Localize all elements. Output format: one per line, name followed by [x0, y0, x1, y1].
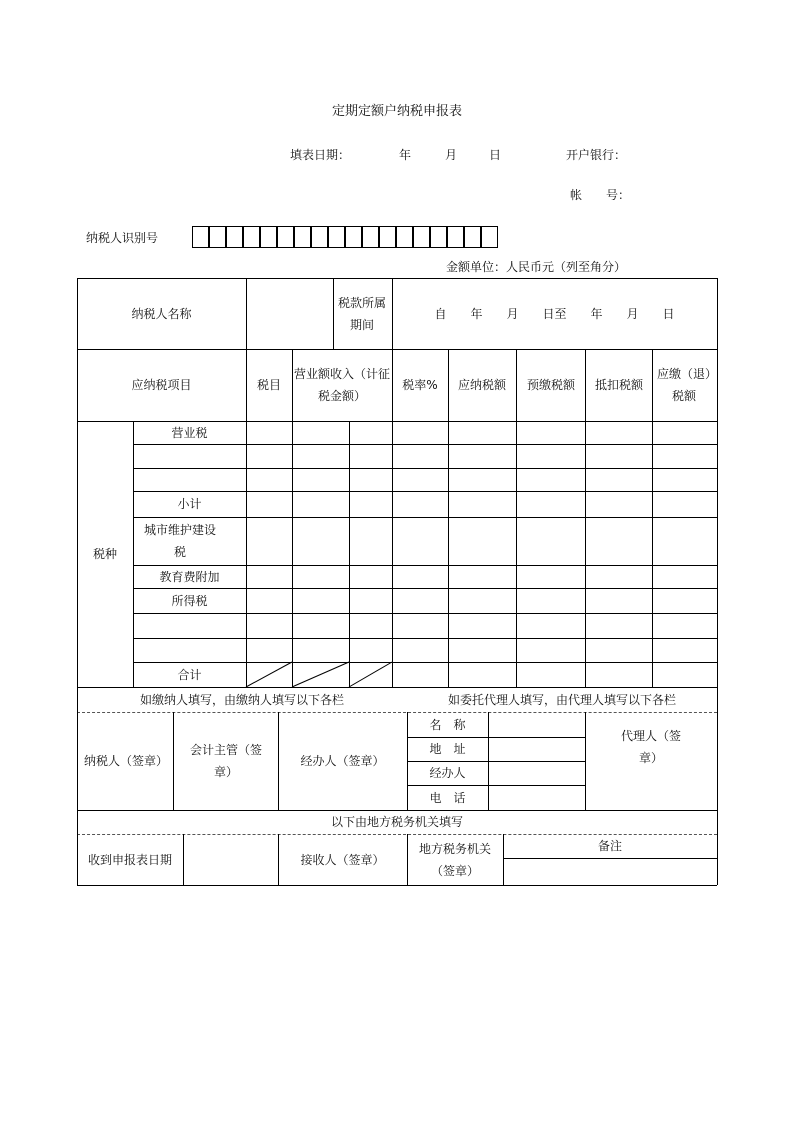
table-line — [516, 349, 517, 687]
col-header-deduct: 抵扣税额 — [594, 378, 643, 392]
table-line — [133, 638, 717, 639]
id-digit-box[interactable] — [209, 226, 226, 248]
form-title: 定期定额户纳税申报表 — [331, 104, 462, 119]
agent-handler-label: 经办人 — [429, 766, 466, 780]
id-digit-box[interactable] — [379, 226, 396, 248]
taxpayer-id-label: 纳税人识别号 — [86, 231, 159, 245]
agent-address-field[interactable] — [488, 737, 585, 761]
taxpayer-name-field[interactable] — [246, 278, 333, 349]
col-header-item: 应纳税项目 — [131, 378, 192, 392]
agent-address-label: 地 址 — [429, 742, 466, 756]
bank-label: 开户银行： — [566, 148, 627, 162]
id-digit-box[interactable] — [311, 226, 328, 248]
col-header-rate: 税率% — [402, 378, 438, 392]
fill-date-label: 填表日期： — [290, 148, 351, 162]
agent-handler-field[interactable] — [488, 761, 585, 785]
section-agent-header: 如委托代理人填写，由代理人填写以下各栏 — [447, 692, 676, 707]
fill-date-day: 日 — [489, 148, 502, 162]
agent-name-label: 名 称 — [429, 717, 466, 732]
account-label: 帐 号： — [570, 188, 631, 202]
table-line — [133, 517, 717, 518]
table-line — [585, 712, 586, 810]
table-border — [77, 885, 717, 886]
remark-label: 备注 — [597, 839, 622, 853]
tax-office-sign[interactable]: 地方税务机关（签章） — [418, 841, 491, 878]
table-border — [717, 278, 718, 885]
fill-date-year: 年 — [399, 148, 412, 162]
table-line — [292, 349, 293, 687]
id-digit-box[interactable] — [192, 226, 209, 248]
tax-period-label: 税款所属期间 — [337, 295, 386, 332]
table-line — [407, 834, 408, 885]
table-line — [133, 468, 717, 469]
id-digit-box[interactable] — [430, 226, 447, 248]
id-digit-box[interactable] — [464, 226, 481, 248]
id-digit-box[interactable] — [277, 226, 294, 248]
taxpayer-name-label: 纳税人名称 — [131, 306, 192, 321]
table-line — [133, 444, 717, 445]
id-digit-box[interactable] — [396, 226, 413, 248]
id-digit-box[interactable] — [413, 226, 430, 248]
section-self-header: 如缴纳人填写，由缴纳人填写以下各栏 — [139, 692, 344, 707]
tax-period-field[interactable]: 自 年 月 日至 年 月 日 — [434, 306, 675, 321]
row-business-tax: 营业税 — [171, 425, 208, 440]
col-header-tax-item: 税目 — [256, 378, 281, 392]
table-line — [173, 712, 174, 810]
col-header-prepaid: 预缴税额 — [526, 378, 575, 392]
taxpayer-sign[interactable]: 纳税人（签章） — [84, 754, 169, 768]
id-digit-box[interactable] — [243, 226, 260, 248]
row-urban-tax: 城市维护建设税 — [143, 523, 216, 559]
diagonal-stroke — [246, 662, 292, 687]
agent-name-field[interactable] — [488, 712, 585, 737]
col-header-payable: 应纳税额 — [458, 378, 507, 392]
id-digit-box[interactable] — [362, 226, 379, 248]
col-header-due: 应缴（退）税额 — [656, 367, 711, 403]
id-digit-box[interactable] — [447, 226, 464, 248]
receiver-sign[interactable]: 接收人（签章） — [300, 852, 385, 867]
id-digit-box[interactable] — [328, 226, 345, 248]
row-education: 教育费附加 — [159, 569, 220, 584]
row-subtotal: 小计 — [177, 497, 202, 511]
table-line — [652, 349, 653, 687]
table-line — [585, 349, 586, 687]
remark-field[interactable] — [503, 858, 717, 885]
row-income-tax: 所得税 — [171, 593, 208, 608]
agent-phone-field[interactable] — [488, 785, 585, 810]
agent-sign[interactable]: 代理人（签章） — [620, 729, 681, 765]
id-digit-box[interactable] — [260, 226, 277, 248]
row-total: 合计 — [177, 667, 202, 682]
table-line — [133, 421, 134, 687]
id-digit-box[interactable] — [294, 226, 311, 248]
table-line — [133, 613, 717, 614]
handler-sign[interactable]: 经办人（签章） — [300, 754, 385, 768]
id-digit-box[interactable] — [226, 226, 243, 248]
accountant-sign[interactable]: 会计主管（签章） — [190, 743, 263, 779]
fill-date-month: 月 — [445, 148, 458, 162]
diagonal-stroke — [292, 662, 349, 687]
tax-type-group-label: 税种 — [92, 547, 117, 561]
diagonal-stroke — [349, 662, 392, 687]
id-digit-box[interactable] — [345, 226, 362, 248]
agent-phone-label: 电 话 — [429, 790, 466, 805]
table-line — [333, 278, 334, 349]
received-date-field[interactable] — [183, 834, 278, 885]
office-section-header: 以下由地方税务机关填写 — [330, 815, 463, 829]
table-line — [349, 421, 350, 687]
amount-unit-label: 金额单位：人民币元（列至角分） — [446, 260, 627, 274]
table-line — [448, 349, 449, 687]
id-digit-box[interactable] — [481, 226, 498, 248]
col-header-revenue: 营业额收入（计征税金额） — [294, 367, 391, 403]
received-date-label: 收到申报表日期 — [87, 852, 172, 867]
